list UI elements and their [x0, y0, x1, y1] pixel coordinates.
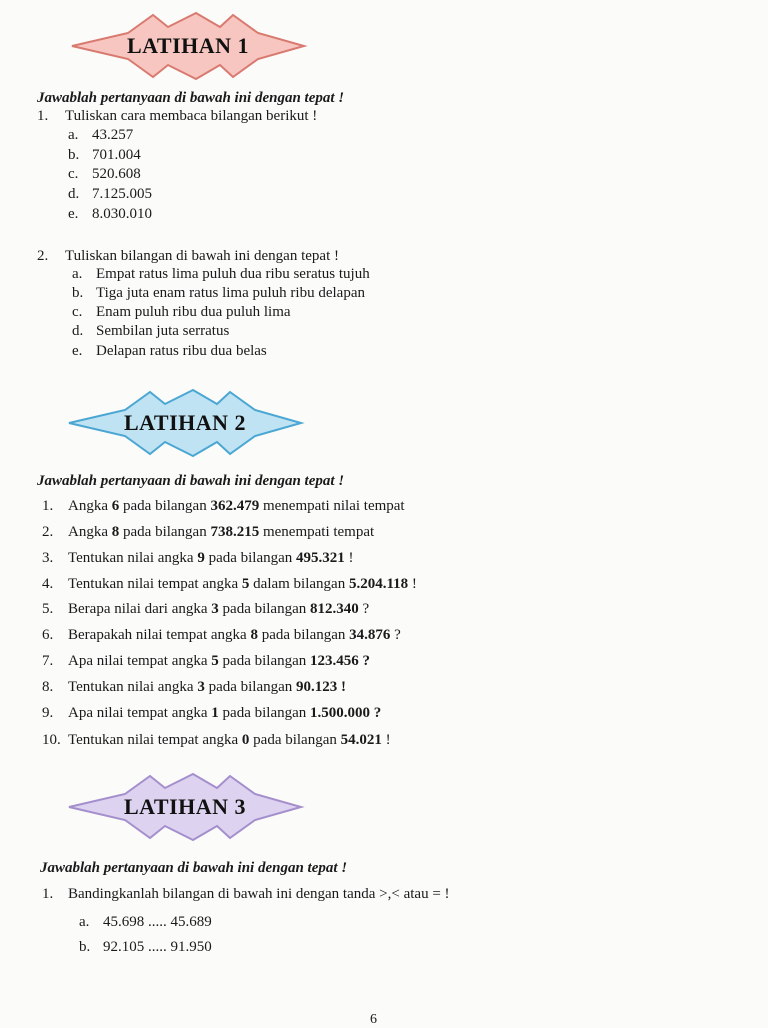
latihan-2-question: 1. Angka 6 pada bilangan 362.479 menempati nilai tempat [42, 498, 405, 514]
question-1-text: Bandingkanlah bilangan di bawah ini dengan tanda >,< atau = ! [68, 886, 450, 902]
latihan-3-banner [65, 772, 305, 842]
latihan-2-question: 10. Tentukan nilai tempat angka 0 pada bilangan 54.021 ! [42, 732, 391, 748]
option-c: c. 520.608 [68, 166, 141, 182]
option-e: e. 8.030.010 [68, 206, 152, 222]
latihan-2-question: 5. Berapa nilai dari angka 3 pada bilangan 812.340 ? [42, 601, 370, 617]
latihan-2-instruction: Jawablah pertanyaan di bawah ini dengan tepat ! [37, 473, 345, 489]
latihan-2-question: 6. Berapakah nilai tempat angka 8 pada bilangan 34.876 ? [42, 627, 401, 643]
question-1: 1. Bandingkanlah bilangan di bawah ini dengan tanda >,< atau = ! [42, 886, 450, 902]
option-b: b. 701.004 [68, 147, 141, 163]
question-2-text: Tuliskan bilangan di bawah ini dengan tepat ! [65, 248, 339, 264]
option-d: d. 7.125.005 [68, 186, 152, 202]
option-b: b. Tiga juta enam ratus lima puluh ribu delapan [72, 285, 365, 301]
option-a: a. 43.257 [68, 127, 134, 143]
question-2: 2. Tuliskan bilangan di bawah ini dengan tepat ! [37, 248, 339, 264]
latihan-1-title: LATIHAN 1 [126, 33, 250, 58]
latihan-2-question: 9. Apa nilai tempat angka 1 pada bilangan 1.500.000 ? [42, 705, 382, 721]
latihan-2-question: 4. Tentukan nilai tempat angka 5 dalam bilangan 5.204.118 ! [42, 576, 417, 592]
option-b: b. 92.105 ..... 91.950 [79, 939, 212, 955]
option-a: a. Empat ratus lima puluh dua ribu seratus tujuh [72, 266, 370, 282]
latihan-3-title: LATIHAN 3 [123, 794, 247, 819]
latihan-1-banner [68, 11, 308, 81]
option-a: a. 45.698 ..... 45.689 [79, 914, 212, 930]
question-1-text: Tuliskan cara membaca bilangan berikut ! [65, 108, 318, 124]
latihan-2-question: 3. Tentukan nilai angka 9 pada bilangan 495.321 ! [42, 550, 354, 566]
latihan-1-instruction: Jawablah pertanyaan di bawah ini dengan tepat ! [37, 90, 345, 106]
latihan-3-instruction: Jawablah pertanyaan di bawah ini dengan tepat ! [40, 860, 348, 876]
option-e: e. Delapan ratus ribu dua belas [72, 343, 267, 359]
latihan-2-question: 8. Tentukan nilai angka 3 pada bilangan 90.123 ! [42, 679, 347, 695]
option-c: c. Enam puluh ribu dua puluh lima [72, 304, 291, 320]
latihan-2-question: 7. Apa nilai tempat angka 5 pada bilangan 123.456 ? [42, 653, 371, 669]
page-number: 6 [370, 1012, 377, 1027]
latihan-2-banner [65, 388, 305, 458]
latihan-2-question: 2. Angka 8 pada bilangan 738.215 menempati tempat [42, 524, 375, 540]
latihan-2-title: LATIHAN 2 [123, 410, 247, 435]
question-1: 1. Tuliskan cara membaca bilangan berikut ! [37, 108, 318, 124]
option-d: d. Sembilan juta serratus [72, 323, 230, 339]
